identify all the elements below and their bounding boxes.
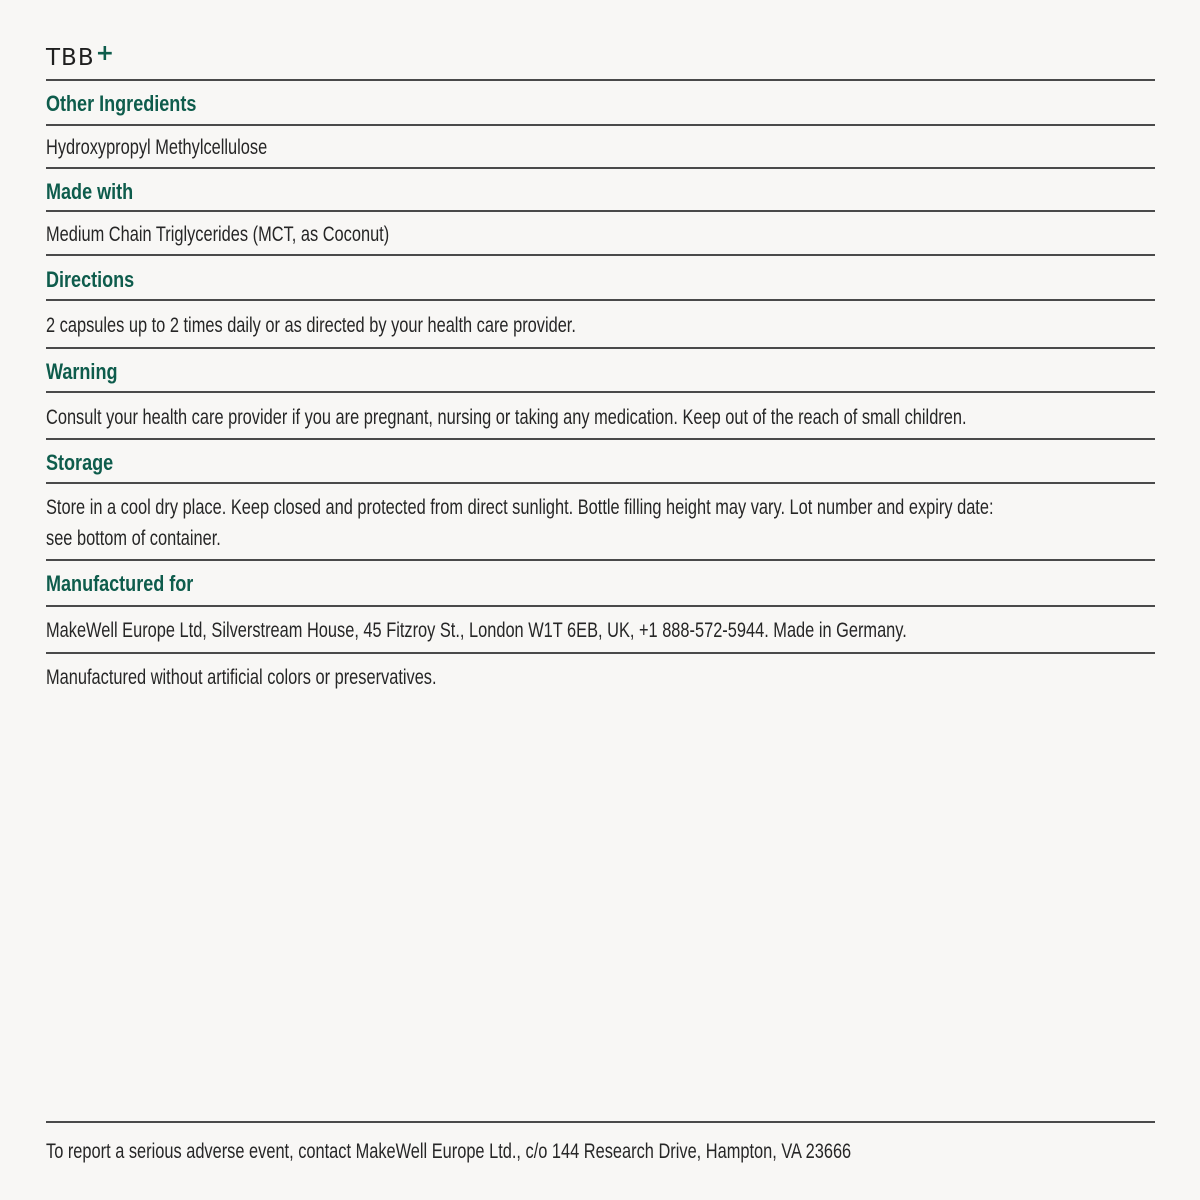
divider: [46, 210, 1155, 212]
section-heading-warning: Warning: [46, 359, 118, 384]
footer-divider: [46, 1121, 1155, 1123]
brand-logo: [46, 43, 115, 73]
divider: [46, 605, 1155, 607]
section-body-warning: Consult your health care provider if you are pregnant, nursing or taking any medication. Keep out of the reach of small children.: [46, 406, 967, 429]
divider: [46, 347, 1155, 349]
manufacturing-note: Manufactured without artificial colors or preservatives.: [46, 666, 437, 689]
divider: [46, 124, 1155, 126]
section-body-storage-line-1: Store in a cool dry place. Keep closed and protected from direct sunlight. Bottle filling height may vary. Lot number and expiry date:: [46, 496, 994, 519]
section-body-manufactured-for: MakeWell Europe Ltd, Silverstream House, 45 Fitzroy St., London W1T 6EB, UK, +1 888-572-5944. Made in Germany.: [46, 619, 907, 642]
divider: [46, 559, 1155, 561]
logo-text: TBB: [46, 45, 95, 71]
logo-plus-icon: +: [95, 41, 116, 66]
divider: [46, 299, 1155, 301]
section-body-made-with: Medium Chain Triglycerides (MCT, as Coconut): [46, 223, 390, 246]
section-heading-other-ingredients: Other Ingredients: [46, 91, 197, 116]
section-heading-manufactured-for: Manufactured for: [46, 571, 194, 596]
divider: [46, 438, 1155, 440]
divider: [46, 167, 1155, 169]
section-heading-storage: Storage: [46, 450, 114, 475]
divider: [46, 391, 1155, 393]
section-body-directions: 2 capsules up to 2 times daily or as directed by your health care provider.: [46, 314, 576, 337]
footer-adverse-event-text: To report a serious adverse event, contact MakeWell Europe Ltd., c/o 144 Research Drive, Hampton, VA 23666: [46, 1140, 852, 1163]
section-body-storage-line-2: see bottom of container.: [46, 527, 221, 550]
section-heading-made-with: Made with: [46, 179, 134, 204]
divider: [46, 482, 1155, 484]
section-body-other-ingredients: Hydroxypropyl Methylcellulose: [46, 136, 268, 159]
divider: [46, 254, 1155, 256]
divider: [46, 652, 1155, 654]
section-heading-directions: Directions: [46, 267, 135, 292]
divider: [46, 79, 1155, 81]
